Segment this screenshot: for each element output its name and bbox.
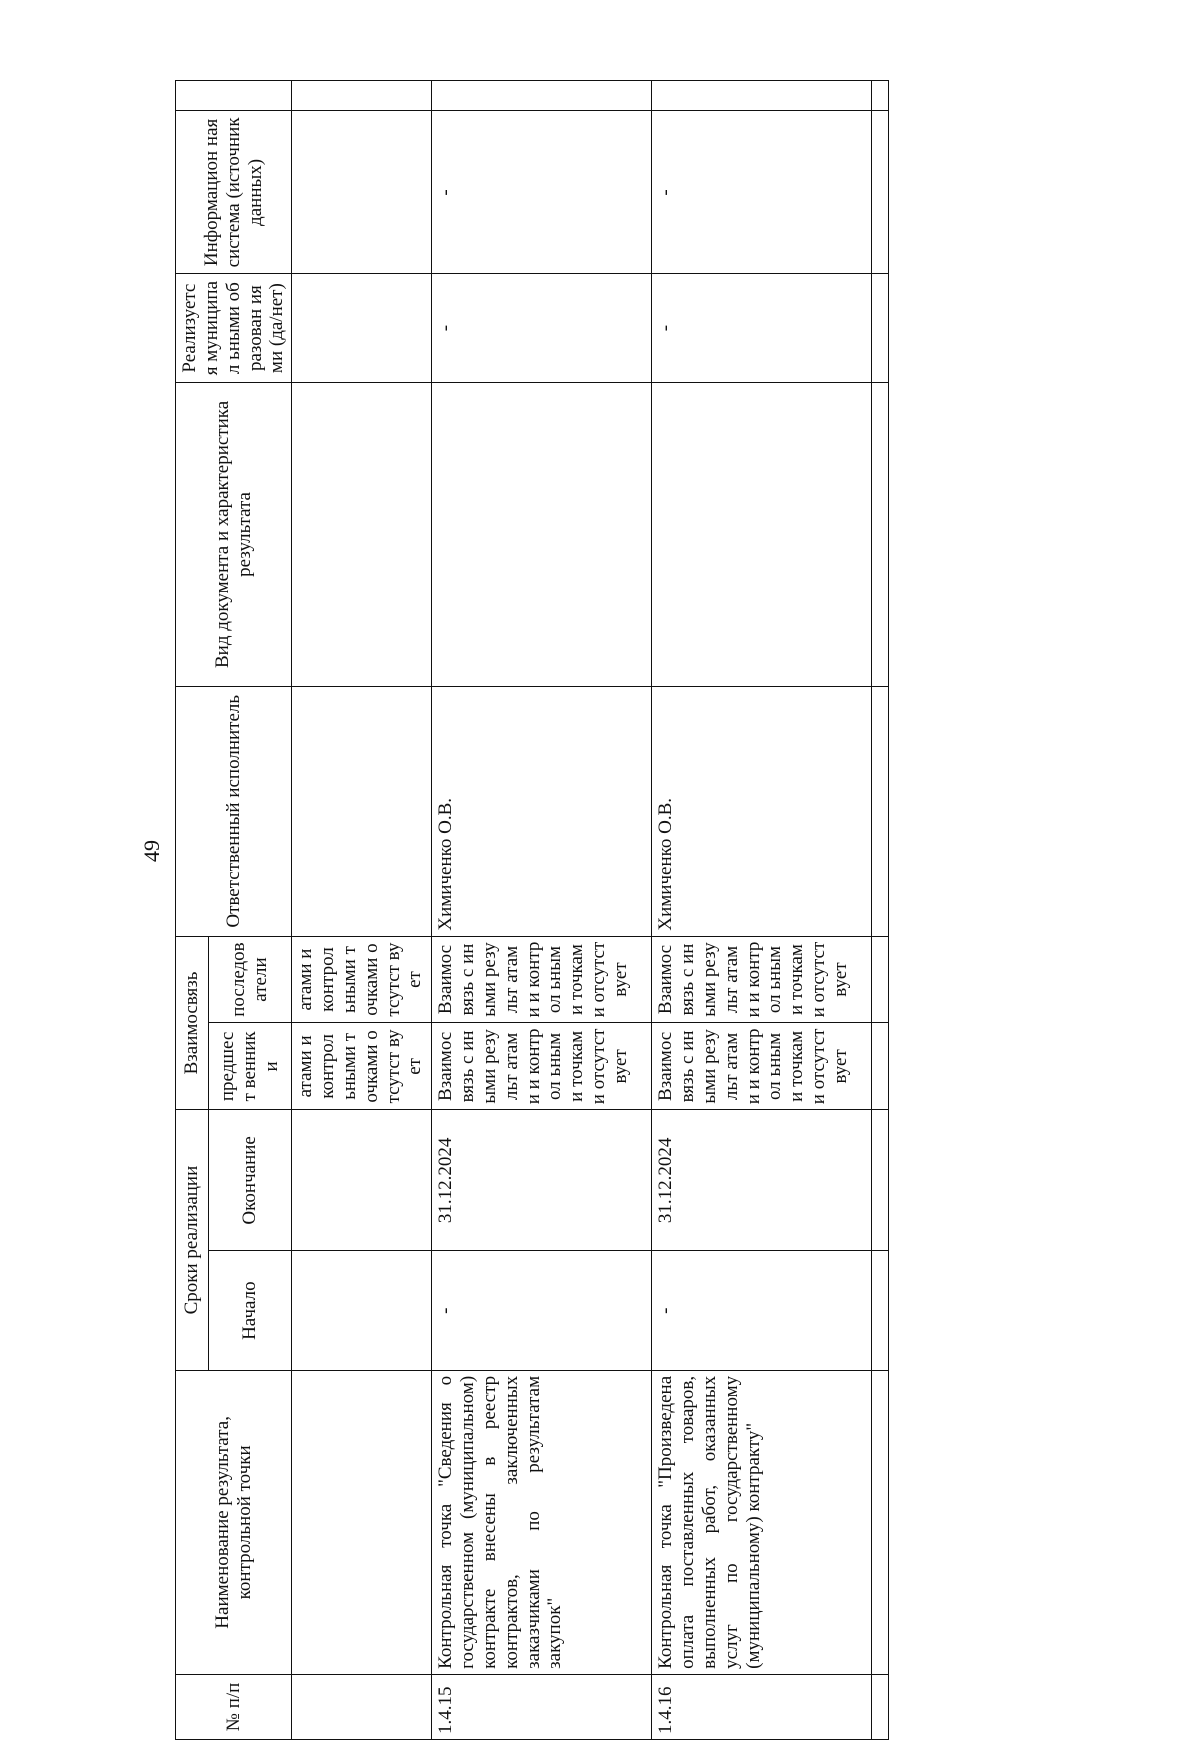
row-successors: Взаимос вязь с иными результ атами и контрол ьными точками отсутст вует <box>652 936 872 1023</box>
row-successors: Взаимос вязь с иными результ атами и контрол ьными точками отсутст вует <box>432 936 652 1023</box>
row-empty-cell <box>872 81 889 111</box>
header-end: Окончание <box>209 1110 292 1251</box>
row-empty-cell <box>872 1370 889 1674</box>
row-doc-type <box>292 382 432 686</box>
row-responsible <box>292 686 432 936</box>
row-num: 1.4.15 <box>432 1674 652 1739</box>
rotated-table-container <box>175 80 1200 1740</box>
table-row <box>872 81 889 1740</box>
header-doc-type: Вид документа и характеристика результата <box>176 382 292 686</box>
row-name <box>292 1370 432 1674</box>
row-end: 31.12.2024 <box>432 1110 652 1251</box>
header-successors: последов атели <box>209 936 292 1023</box>
row-predecessors: атами и контрол ьными точками отсутст вует <box>292 1023 432 1110</box>
row-successors: атами и контрол ьными точками отсутст вует <box>292 936 432 1023</box>
row-predecessors: Взаимос вязь с иными результ атами и контрол ьными точками отсутст вует <box>652 1023 872 1110</box>
row-doc-type <box>432 382 652 686</box>
row-municipal: - <box>432 274 652 383</box>
plan-table <box>175 80 889 1740</box>
header-predecessors: предшест венники <box>209 1023 292 1110</box>
row-empty-cell <box>872 1023 889 1110</box>
header-info-system: Информацион ная система (источник данных) <box>176 111 292 274</box>
row-num <box>292 1674 432 1739</box>
row-empty-cell <box>872 1110 889 1251</box>
row-predecessors: Взаимос вязь с иными результ атами и контрол ьными точками отсутст вует <box>432 1023 652 1110</box>
header-num: № п/п <box>176 1674 292 1739</box>
row-end <box>292 1110 432 1251</box>
row-empty-cell <box>872 382 889 686</box>
row-name: Контрольная точка "Произведена оплата поставленных товаров, выполненных работ, оказанных услуг по государственному (муниципальному) контракту" <box>652 1370 872 1674</box>
row-municipal <box>292 274 432 383</box>
row-end: 31.12.2024 <box>652 1110 872 1251</box>
row-empty-cell <box>872 111 889 274</box>
table-row <box>292 81 432 1740</box>
row-spacer <box>652 81 872 111</box>
header-name: Наименование результата, контрольной точки <box>176 1370 292 1674</box>
row-start: - <box>652 1251 872 1370</box>
header-spacer <box>176 81 292 111</box>
page-number: 49 <box>139 840 164 862</box>
header-relation: Взаимосвязь <box>176 936 209 1110</box>
row-info-system <box>292 111 432 274</box>
row-info-system: - <box>652 111 872 274</box>
table-row <box>652 81 872 1740</box>
row-empty-cell <box>872 686 889 936</box>
row-info-system: - <box>432 111 652 274</box>
row-empty-cell <box>872 936 889 1023</box>
header-start: Начало <box>209 1251 292 1370</box>
row-empty-cell <box>872 1251 889 1370</box>
row-spacer <box>432 81 652 111</box>
row-responsible: Химиченко О.В. <box>432 686 652 936</box>
row-start: - <box>432 1251 652 1370</box>
row-name: Контрольная точка "Сведения о государственном (муниципальном) контракте внесены в реестр контрактов, заключенных заказчиками по результатам закупок" <box>432 1370 652 1674</box>
row-num: 1.4.16 <box>652 1674 872 1739</box>
header-responsible: Ответственный исполнитель <box>176 686 292 936</box>
header-terms: Сроки реализации <box>176 1110 209 1371</box>
table-row <box>432 81 652 1740</box>
row-spacer <box>292 81 432 111</box>
row-empty-cell <box>872 274 889 383</box>
row-start <box>292 1251 432 1370</box>
row-doc-type <box>652 382 872 686</box>
header-municipal: Реализуетс я муниципал ьными образован иями (да/нет) <box>176 274 292 383</box>
table-frame <box>175 80 1105 1740</box>
row-responsible: Химиченко О.В. <box>652 686 872 936</box>
row-empty-cell <box>872 1674 889 1739</box>
row-municipal: - <box>652 274 872 383</box>
